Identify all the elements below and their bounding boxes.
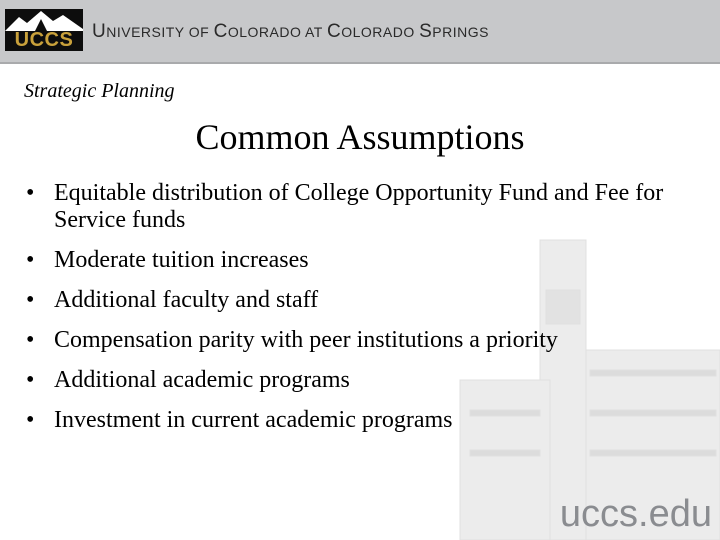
bullet-text: Additional academic programs <box>54 367 350 393</box>
university-name-part: S <box>419 21 433 42</box>
university-name-part: C <box>326 21 342 42</box>
bullet-text: Additional faculty and staff <box>54 287 319 313</box>
bullet-item <box>26 247 696 274</box>
bullet-item <box>26 180 696 234</box>
slide-subtitle: Strategic Planning <box>24 80 175 102</box>
university-name-part: C <box>213 21 228 42</box>
bullet-dot: • <box>26 367 35 393</box>
bullet-dot: • <box>26 287 35 313</box>
bullet-item <box>26 407 696 434</box>
university-name-part: OLORADO AT <box>227 24 327 40</box>
logo-text: UCCS <box>14 29 74 51</box>
university-name-part: PRINGS <box>432 24 489 40</box>
bullet-text: Moderate tuition increases <box>54 247 309 273</box>
bullet-dot: • <box>26 327 35 353</box>
header-bar <box>0 0 720 64</box>
mountain-icon <box>5 9 83 31</box>
uccs-logo <box>5 9 83 51</box>
bullet-item <box>26 327 696 354</box>
bullet-dot: • <box>26 407 35 433</box>
bullet-item <box>26 367 696 394</box>
university-name-part: U <box>92 21 107 42</box>
university-name-part: NIVERSITY OF <box>106 24 214 40</box>
bullet-text: Equitable distribution of College Opportunity Fund and Fee for Service funds <box>54 180 664 233</box>
university-name-part: OLORADO <box>341 24 420 40</box>
footer-url: uccs.edu <box>559 493 712 535</box>
bullet-list <box>26 180 696 447</box>
bullet-text: Investment in current academic programs <box>54 407 453 433</box>
slide-title: Common Assumptions <box>195 117 525 157</box>
university-name <box>92 21 489 43</box>
bullet-dot: • <box>26 180 35 206</box>
bullet-dot: • <box>26 247 35 273</box>
bullet-text: Compensation parity with peer institutions a priority <box>54 327 558 353</box>
bullet-item <box>26 287 696 314</box>
